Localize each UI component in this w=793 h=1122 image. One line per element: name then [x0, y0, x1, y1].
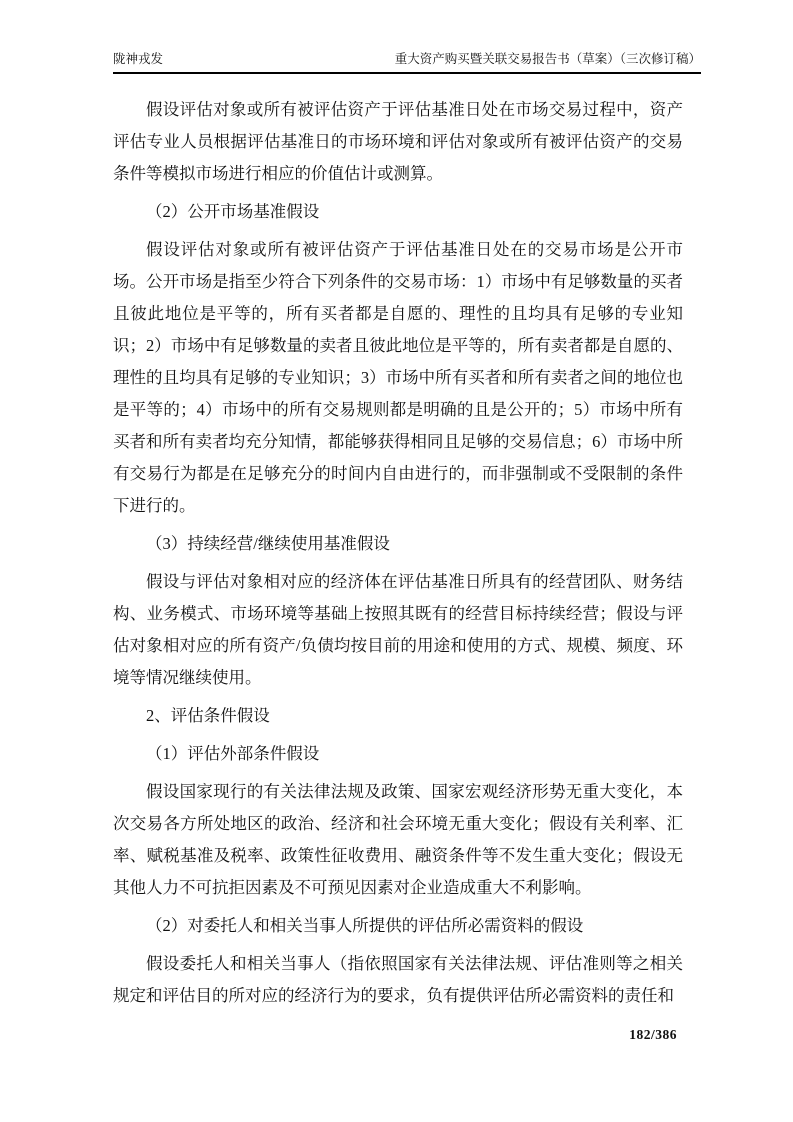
body-paragraph: 假设评估对象或所有被评估资产于评估基准日处在的交易市场是公开市场。公开市场是指至少符合下列条件的交易市场：1）市场中有足够数量的买者且彼此地位是平等的，所有买者都是自愿的、理性的且均具有足够的专业知识；2）市场中有足够数量的卖者且彼此地位是平等的，所有卖者都是自愿的、理性的且均具有足够的专业知识；3）市场中所有买者和所有卖者之间的地位也是平等的；4）市场中的所有交易规则都是明确的且是公开的；5）市场中所有买者和所有卖者均充分知情，都能够获得相同且足够的交易信息；6）市场中所有交易行为都是在足够充分的时间内自由进行的，而非强制或不受限制的条件下进行的。: [113, 240, 683, 515]
section-heading: （3）持续经营/继续使用基准假设: [146, 534, 390, 553]
section-heading: （2）对委托人和相关当事人所提供的评估所必需资料的假设: [146, 916, 584, 935]
header-company-name: 陇神戎发: [113, 52, 164, 66]
body-paragraph: 假设与评估对象相对应的经济体在评估基准日所具有的经营团队、财务结构、业务模式、市场环境等基础上按照其既有的经营目标持续经营；假设与评估对象相对应的所有资产/负债均按目前的用途和使用的方式、规模、频度、环境等情况继续使用。: [113, 572, 683, 687]
page-number: 182/386: [629, 1027, 677, 1042]
header-report-title: 重大资产购买暨关联交易报告书（草案）（三次修订稿）: [394, 52, 701, 66]
section-heading: 2、评估条件假设: [146, 706, 270, 725]
body-paragraph: 假设国家现行的有关法律法规及政策、国家宏观经济形势无重大变化，本次交易各方所处地区的政治、经济和社会环境无重大变化；假设有关利率、汇率、赋税基准及税率、政策性征收费用、融资条件等不发生重大变化；假设无其他人力不可抗拒因素及不可预见因素对企业造成重大不利影响。: [113, 782, 683, 897]
section-heading: （2）公开市场基准假设: [146, 202, 320, 221]
body-paragraph: 假设评估对象或所有被评估资产于评估基准日处在市场交易过程中，资产评估专业人员根据评估基准日的市场环境和评估对象或所有被评估资产的交易条件等模拟市场进行相应的价值估计或测算。: [113, 100, 683, 183]
section-heading: （1）评估外部条件假设: [146, 744, 320, 763]
document-body: [113, 94, 683, 1018]
body-paragraph: 假设委托人和相关当事人（指依照国家有关法律法规、评估准则等之相关规定和评估目的所对应的经济行为的要求，负有提供评估所必需资料的责任和: [113, 954, 683, 1005]
page-header: [113, 52, 701, 74]
